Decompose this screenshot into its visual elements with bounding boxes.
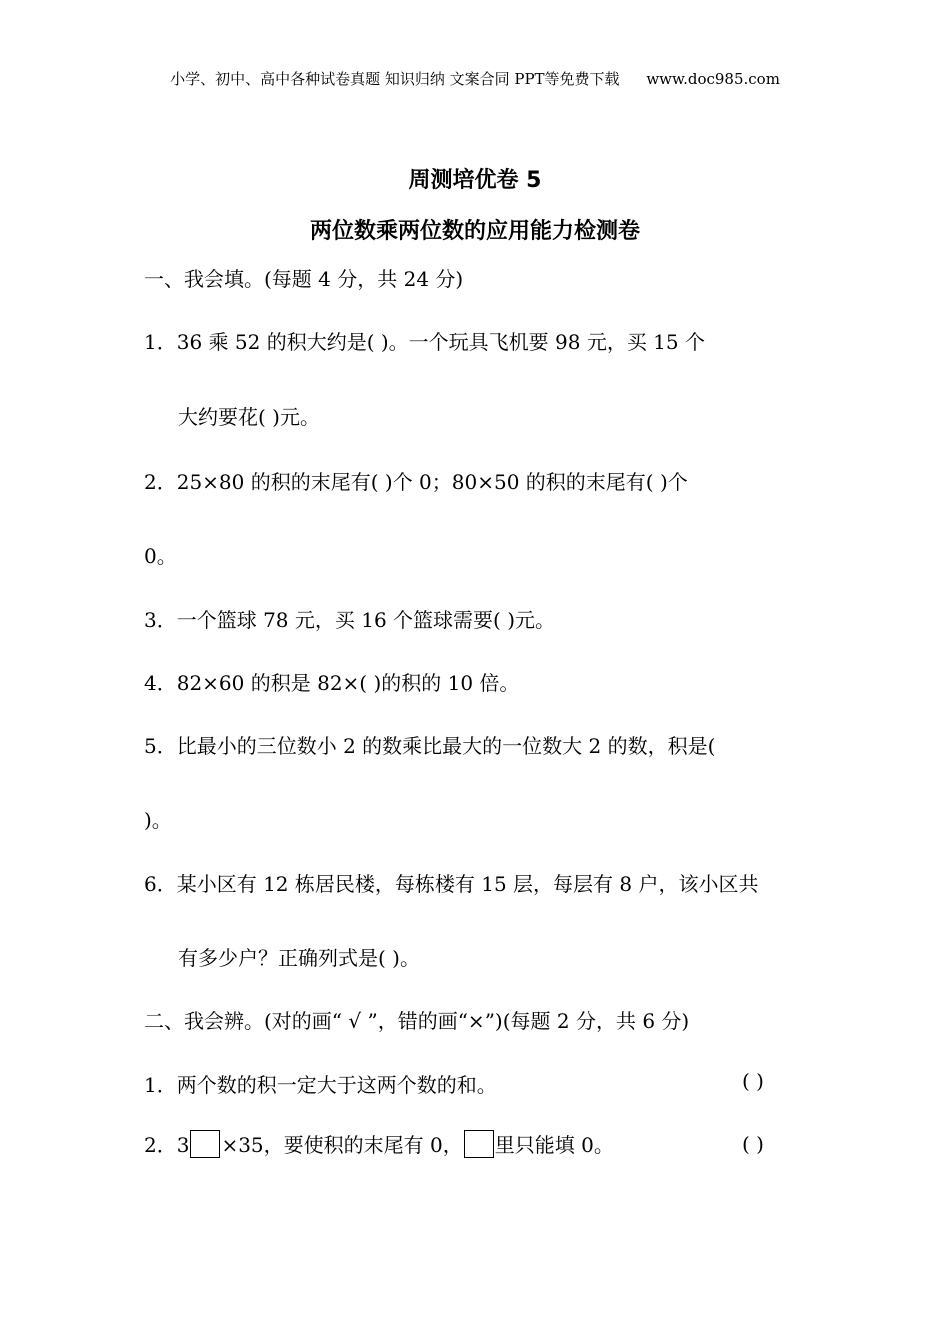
judge-answer-bracket-2[interactable]: ( ): [742, 1132, 764, 1156]
question-5-line1: 5．比最小的三位数小 2 的数乘比最大的一位数大 2 的数，积是(: [144, 734, 716, 758]
header-text: 小学、初中、高中各种试卷真题 知识归纳 文案合同 PPT等免费下载: [170, 70, 620, 88]
judge-question-2: [144, 1129, 614, 1158]
question-6-line1: 6．某小区有 12 栋居民楼，每栋楼有 15 层，每层有 8 户，该小区共: [144, 872, 759, 896]
judge-q2-prefix: 2．3: [144, 1133, 190, 1157]
judge-answer-bracket-1[interactable]: ( ): [742, 1069, 764, 1093]
question-2-line1: 2．25×80 的积的末尾有( )个 0；80×50 的积的末尾有( )个: [144, 470, 688, 494]
judge-q2-suffix: 里只能填 0。: [494, 1133, 614, 1157]
question-2-line2: 0。: [144, 544, 177, 568]
judge-q2-middle: ×35，要使积的末尾有 0，: [221, 1133, 463, 1157]
judge-question-1: 1．两个数的积一定大于这两个数的和。: [144, 1073, 497, 1097]
page-header: [0, 68, 950, 89]
blank-box: [190, 1130, 220, 1158]
question-1-line2: 大约要花( )元。: [178, 405, 320, 429]
section2-heading: 二、我会辨。(对的画“ √ ”，错的画“×”)(每题 2 分，共 6 分): [144, 1009, 690, 1033]
title-line2: 两位数乘两位数的应用能力检测卷: [309, 219, 640, 244]
title-line1: 周测培优卷 5: [408, 168, 542, 193]
blank-box: [464, 1130, 494, 1158]
question-1-line1: 1．36 乘 52 的积大约是( )。一个玩具飞机要 98 元，买 15 个: [144, 330, 705, 354]
question-3: 3．一个篮球 78 元，买 16 个篮球需要( )元。: [144, 608, 556, 632]
question-4: 4．82×60 的积是 82×( )的积的 10 倍。: [144, 671, 520, 695]
question-6-line2: 有多少户？正确列式是( )。: [178, 946, 420, 970]
section1-heading: 一、我会填。(每题 4 分，共 24 分): [144, 267, 464, 291]
question-5-line2: )。: [144, 808, 172, 832]
header-site: www.doc985.com: [646, 70, 780, 88]
